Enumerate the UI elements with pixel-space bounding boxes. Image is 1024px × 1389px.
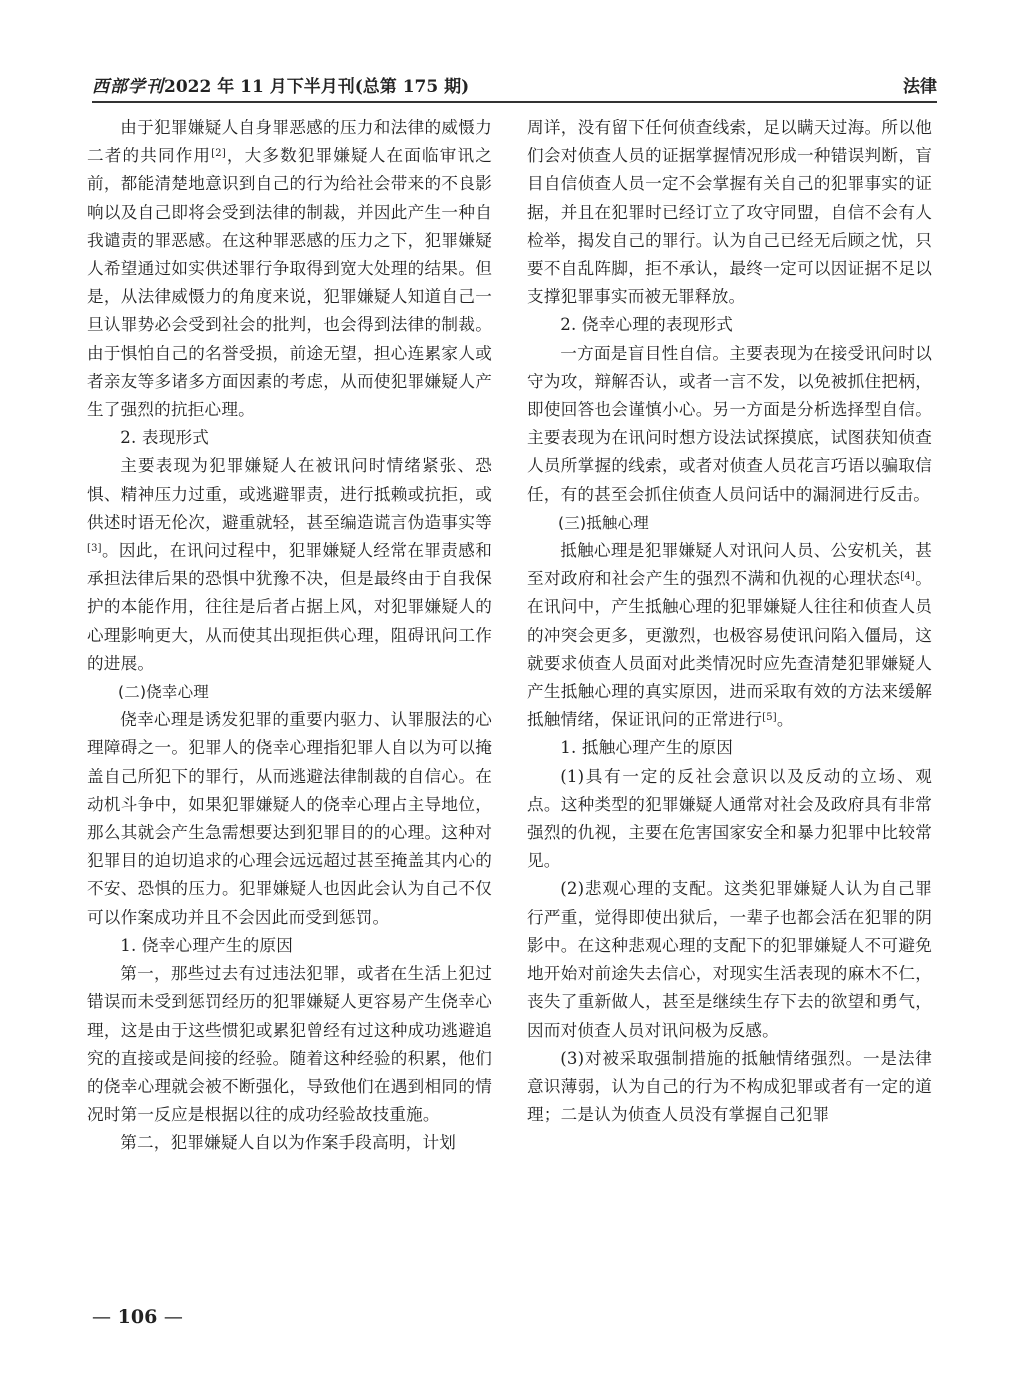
citation-ref: [5] (762, 712, 777, 724)
citation-ref: [2] (211, 148, 226, 160)
paragraph: (1)具有一定的反社会意识以及反动的立场、观点。这种类型的犯罪嫌疑人通常对社会及政府具有非常强烈的仇视，主要在危害国家安全和暴力犯罪中比较常见。 (527, 766, 932, 871)
running-header (92, 70, 937, 100)
section-heading: (二)侥幸心理 (118, 683, 209, 702)
section-heading: (三)抵触心理 (558, 513, 649, 532)
paragraph: 一方面是盲目性自信。主要表现为在接受讯问时以守为攻，辩解否认，或者一言不发，以免被抓住把柄，即使回答也会谨慎小心。另一方面是分析选择型自信。主要表现为在讯问时想方设法试探摸底，试图获知侦查人员所掌握的线索，或者对侦查人员花言巧语以骗取信任，有的甚至会抓住侦查人员问话中的漏洞进行反击。 (527, 343, 932, 504)
subsection-heading: 2. 侥幸心理的表现形式 (560, 315, 734, 335)
journal-issue-line (92, 72, 469, 97)
section-label: 法律 (903, 77, 937, 97)
paragraph: 侥幸心理是诱发犯罪的重要内驱力、认罪服法的心理障碍之一。犯罪人的侥幸心理指犯罪人自以为可以掩盖自己所犯下的罪行，从而逃避法律制裁的自信心。在动机斗争中，如果犯罪嫌疑人的侥幸心理占主导地位，那么其就会产生急需想要达到犯罪目的的心理。这种对犯罪目的迫切追求的心理会远远超过甚至掩盖其内心的不安、恐惧的压力。犯罪嫌疑人也因此会认为自己不仅可以作案成功并且不会因此而受到惩罚。 (87, 710, 492, 927)
page-number: 106 (117, 1306, 158, 1328)
paragraph: 由于犯罪嫌疑人自身罪恶感的压力和法律的威慑力二者的共同作用[2]，大多数犯罪嫌疑人在面临审讯之前，都能清楚地意识到自己的行为给社会带来的不良影响以及自己即将会受到法律的制裁，并因此产生一种自我谴责的罪恶感。在这种罪恶感的压力之下，犯罪嫌疑人希望通过如实供述罪行争取得到宽大处理的结果。但是，从法律威慑力的角度来说，犯罪嫌疑人知道自己一旦认罪势必会受到社会的批判，也会得到法律的制裁。由于惧怕自己的名誉受损，前途无望，担心连累家人或者亲友等多诸多方面因素的考虑，从而使犯罪嫌疑人产生了强烈的抗拒心理。 (87, 118, 492, 420)
citation-ref: [3] (87, 543, 102, 555)
paragraph: (3)对被采取强制措施的抵触情绪强烈。一是法律意识薄弱，认为自己的行为不构成犯罪或者有一定的道理；二是认为侦查人员没有掌握自己犯罪 (527, 1048, 932, 1125)
right-column (527, 114, 932, 1279)
paragraph: 抵触心理是犯罪嫌疑人对讯问人员、公安机关，甚至对政府和社会产生的强烈不满和仇视的心理状态[4]。在讯问中，产生抵触心理的犯罪嫌疑人往往和侦查人员的冲突会更多，更激烈，也极容易使讯问陷入僵局，这就要求侦查人员面对此类情况时应先查清楚犯罪嫌疑人产生抵触心理的真实原因，进而采取有效的方法来缓解抵触情绪，保证讯问的正常进行[5]。 (527, 541, 932, 730)
paragraph: 第一，那些过去有过违法犯罪，或者在生活上犯过错误而未受到惩罚经历的犯罪嫌疑人更容易产生侥幸心理，这是由于这些惯犯或累犯曾经有过这种成功逃避追究的直接或是间接的经验。随着这种经验的积累，他们的侥幸心理就会被不断强化，导致他们在遇到相同的情况时第一反应是根据以往的成功经验故技重施。 (87, 964, 492, 1125)
paragraph: 第二，犯罪嫌疑人自以为作案手段高明，计划 (120, 1133, 457, 1153)
left-column (87, 114, 492, 1279)
paragraph-continued: 周详，没有留下任何侦查线索，足以瞒天过海。所以他们会对侦查人员的证据掌握情况形成一种错误判断，盲目自信侦查人员一定不会掌握有关自己的犯罪事实的证据，并且在犯罪时已经订立了攻守同盟，自信不会有人检举，揭发自己的罪行。认为自己已经无后顾之忧，只要不自乱阵脚，拒不承认，最终一定可以因证据不足以支撑犯罪事实而被无罪释放。 (527, 118, 932, 307)
subsection-heading: 1. 抵触心理产生的原因 (560, 738, 734, 758)
paragraph: 主要表现为犯罪嫌疑人在被讯问时情绪紧张、恐惧、精神压力过重，或逃避罪责，进行抵赖或抗拒，或供述时语无伦次，避重就轻，甚至编造谎言伪造事实等[3]。因此，在讯问过程中，犯罪嫌疑人经常在罪责感和承担法律后果的恐惧中犹豫不决，但是最终由于自我保护的本能作用，往往是后者占据上风，对犯罪嫌疑人的心理影响更大，从而使其出现拒供心理，阻碍讯问工作的进展。 (87, 456, 492, 673)
subsection-heading: 1. 侥幸心理产生的原因 (120, 935, 294, 955)
issue-info: 2022 年 11 月下半月刊(总第 175 期) (164, 77, 470, 97)
header-divider (92, 101, 937, 103)
page-footer (92, 1306, 183, 1328)
journal-masthead: 西部学刊 (92, 77, 164, 97)
footer-dash-right: — (163, 1306, 183, 1328)
paragraph: (2)悲观心理的支配。这类犯罪嫌疑人认为自己罪行严重，觉得即使出狱后，一辈子也都会活在犯罪的阴影中。在这种悲观心理的支配下的犯罪嫌疑人不可避免地开始对前途失去信心，对现实生活表现的麻木不仁，丧失了重新做人，甚至是继续生存下去的欲望和勇气，因而对侦查人员对讯问极为反感。 (527, 879, 932, 1040)
citation-ref: [4] (900, 571, 916, 583)
footer-dash-left: — (92, 1306, 111, 1328)
subsection-heading: 2. 表现形式 (120, 428, 210, 448)
